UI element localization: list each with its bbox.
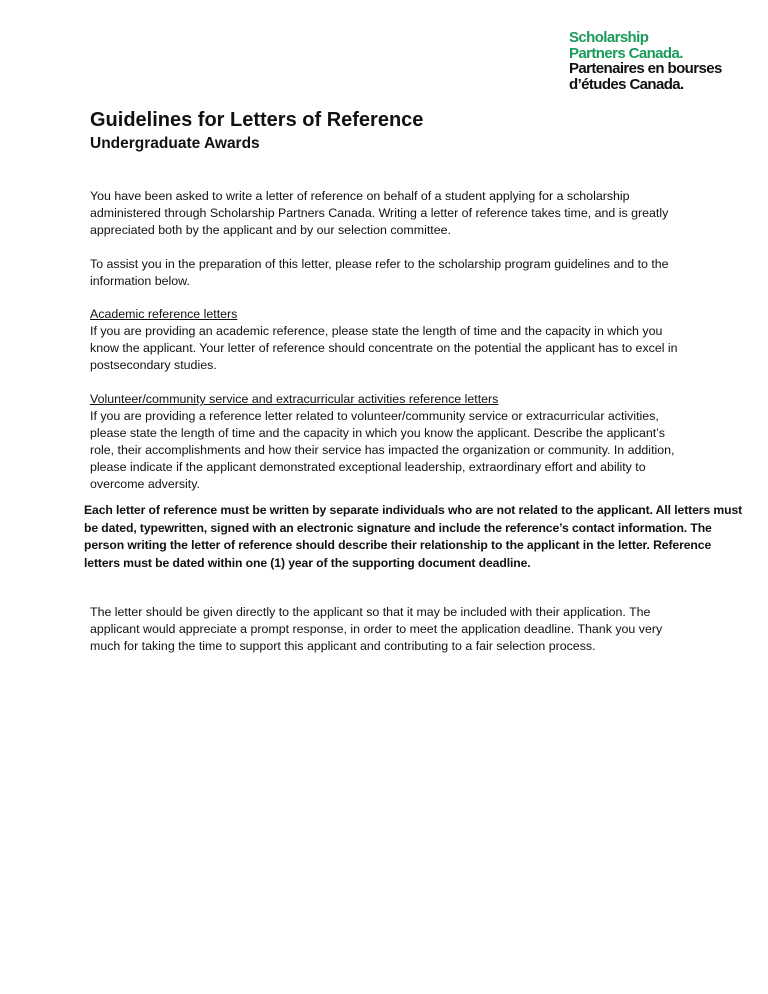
page-subtitle: Undergraduate Awards (90, 135, 260, 152)
volunteer-body: If you are providing a reference letter related to volunteer/community service or extracurricular activities, please state the length of time and the capacity in which you know the applicant. Describe the applicant’s role, their accomplishments and how their service has impacted the organization or community. In addition, please indicate if the applicant demonstrated exceptional leadership, extraordinary effort and ability to overcome adversity. (90, 409, 675, 492)
assist-paragraph: To assist you in the preparation of this letter, please refer to the scholarship program guidelines and to the information below. (90, 257, 669, 289)
logo (569, 30, 744, 92)
page-title: Guidelines for Letters of Reference (90, 109, 424, 131)
volunteer-heading: Volunteer/community service and extracurricular activities reference letters (90, 392, 499, 406)
logo-line-4: d’études Canada. (569, 75, 684, 93)
logo-line-3: Partenaires en bourses (569, 60, 722, 77)
volunteer-section (90, 391, 690, 494)
academic-section (90, 306, 690, 374)
intro-paragraph: You have been asked to write a letter of reference on behalf of a student applying for a scholarship administered through Scholarship Partners Canada. Writing a letter of reference takes time, and is greatly appreciated both by the applicant and by our selection committee. (90, 189, 669, 238)
closing-paragraph: The letter should be given directly to the applicant so that it may be included with their application. The applicant would appreciate a prompt response, in order to meet the application deadline. Thank you very much for taking the time to support this applicant and contributing to a fair selection process. (90, 605, 663, 654)
logo-line-1: Scholarship (569, 29, 649, 46)
requirements-paragraph: Each letter of reference must be written by separate individuals who are not related to the applicant. All letters must be dated, typewritten, signed with an electronic signature and include the reference’s contact information. The person writing the letter of reference should describe their relationship to the applicant in the letter. Reference letters must be dated within one (1) year of the supporting document deadline. (84, 503, 743, 570)
academic-heading: Academic reference letters (90, 307, 238, 321)
academic-body: If you are providing an academic reference, please state the length of time and the capacity in which you know the applicant. Your letter of reference should concentrate on the potential the applicant has to excel in postsecondary studies. (90, 324, 678, 373)
logo-line-2: Partners Canada. (569, 44, 683, 62)
